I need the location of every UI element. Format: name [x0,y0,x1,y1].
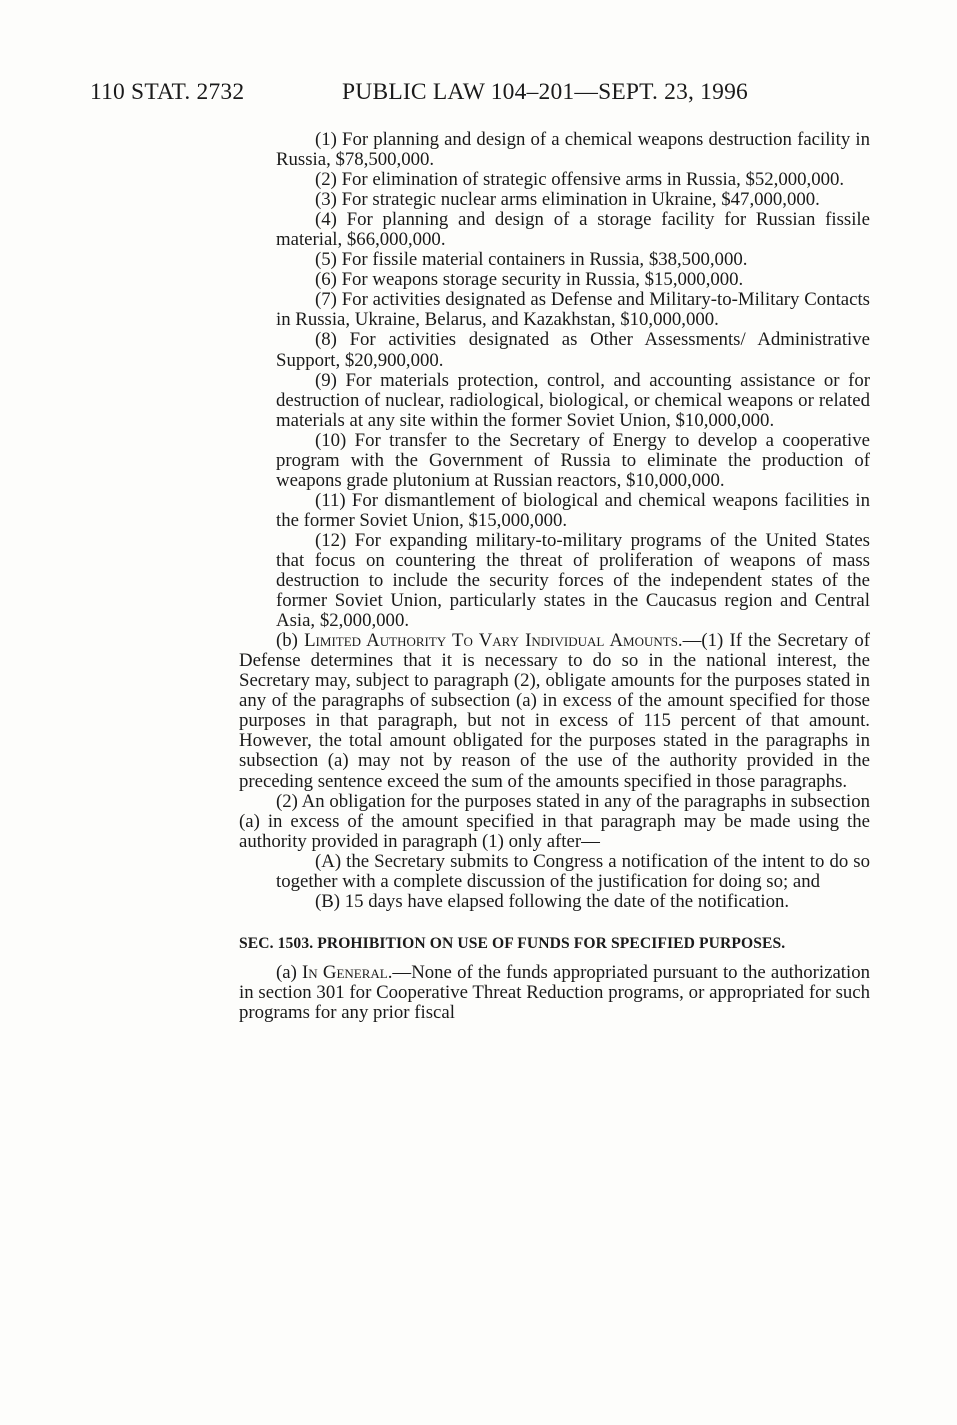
subsection-b-heading: Limited Authority To Vary Individual Amounts. [304,630,683,652]
subparagraph-a: (A) the Secretary submits to Congress a notification of the intent to do so together with a complete discussion of the justification for doing so; and [276,850,870,892]
section-a-heading: In General. [302,961,393,983]
paragraph-item-11: (11) For dismantlement of biological and chemical weapons facilities in the former Soviet Union, $15,000,000. [276,489,870,531]
section-heading: SEC. 1503. PROHIBITION ON USE OF FUNDS FOR SPECIFIED PURPOSES. [239,934,786,952]
subsection-b-label: (b) [276,630,305,652]
section-a-label: (a) [276,961,303,983]
document-body [239,130,870,1023]
paragraph-item-1: (1) For planning and design of a chemical weapons destruction facility in Russia, $78,500,000. [276,129,870,171]
paragraph-item-7: (7) For activities designated as Defense and Military-to-Military Contacts in Russia, Ukraine, Belarus, and Kazakhstan, $10,000,000. [276,289,870,331]
paragraph-item-10: (10) For transfer to the Secretary of Energy to develop a cooperative program with the Government of Russia to eliminate the production of weapons grade plutonium at Russian reactors, $10,000,000. [276,429,870,491]
subparagraph-b: (B) 15 days have elapsed following the date of the notification. [315,890,790,912]
paragraph-item-8: (8) For activities designated as Other Assessments/ Administrative Support, $20,900,000. [276,329,870,371]
paragraph-item-3: (3) For strategic nuclear arms elimination in Ukraine, $47,000,000. [315,189,820,211]
paragraph-item-5: (5) For fissile material containers in Russia, $38,500,000. [315,249,748,271]
subsection-b-paragraph-2: (2) An obligation for the purposes stated in any of the paragraphs in subsection (a) in excess of the amount specified in that paragraph may be made using the authority provided in paragraph (1) only after— [239,790,870,852]
paragraph-item-12: (12) For expanding military-to-military programs of the United States that focus on countering the threat of proliferation of weapons of mass destruction to include the security forces of the independent states of the former Soviet Union, particularly states in the Caucasus region and Central Asia, $2,000,000. [276,529,870,632]
subsection-b-paragraph-1 [239,631,870,791]
section-a-text: —None of the funds appropriated pursuant to the authorization in section 301 for Cooperative Threat Reduction programs, or appropriated for such programs for any prior fiscal [239,961,870,1023]
paragraph-item-4: (4) For planning and design of a storage facility for Russian fissile material, $66,000,000. [276,209,870,251]
section-subsection-a [239,963,870,1023]
paragraph-item-2: (2) For elimination of strategic offensive arms in Russia, $52,000,000. [315,169,845,191]
public-law-title: PUBLIC LAW 104–201—SEPT. 23, 1996 [342,79,748,105]
paragraph-item-6: (6) For weapons storage security in Russia, $15,000,000. [315,269,744,291]
subsection-b-text: —(1) If the Secretary of Defense determines that it is necessary to do so in the national interest, the Secretary may, subject to paragraph (2), obligate amounts for the purposes stated in any of the paragraphs of subsection (a) in excess of the amount specified for those purposes in that paragraph, but not in excess of 115 percent of that amount. However, the total amount obligated for the purposes stated in the paragraphs in subsection (a) may not by reason of the use of the authority provided in the preceding sentence exceed the sum of the amounts specified in those paragraphs. [239,630,870,792]
statute-citation: 110 STAT. 2732 [90,79,245,105]
paragraph-item-9: (9) For materials protection, control, and accounting assistance or for destruction of nuclear, radiological, biological, or chemical weapons or related materials at any site within the former Soviet Union, $10,000,000. [276,369,870,431]
